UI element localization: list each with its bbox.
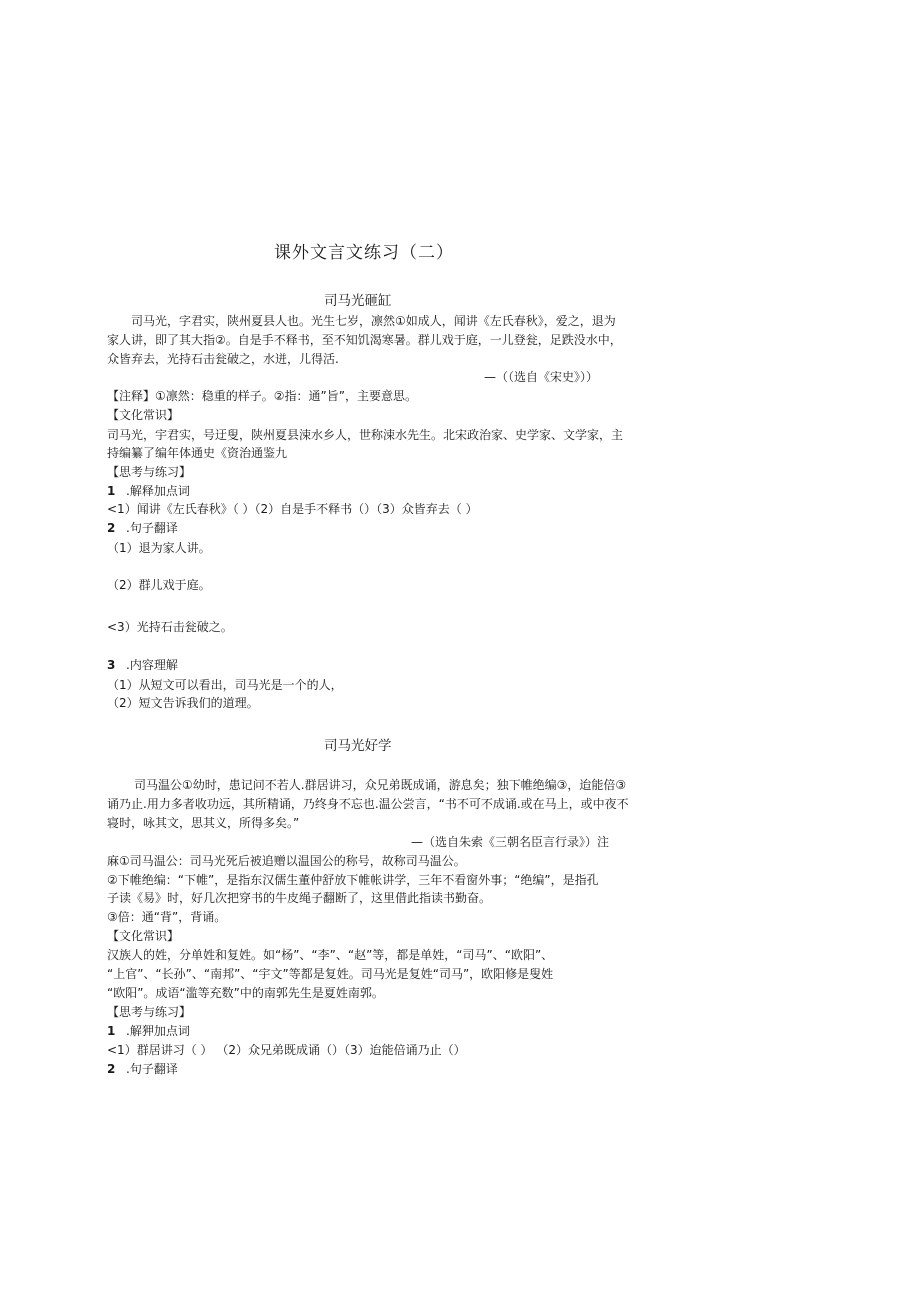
- passage2-q1-number: 1: [107, 1024, 116, 1038]
- passage2-text-line: 寝时，咏其文，思其义，所得多矣。”: [107, 816, 300, 830]
- passage1-culture-line: 持编纂了编年体通史《资治通鉴九: [107, 446, 288, 460]
- passage2-q1-title: .解狎加点词: [126, 1024, 190, 1038]
- passage1-text-line: 家人讲，即了其大指②。自是手不释书，至不知饥渴寒暑。群儿戏于庭，一儿登瓮，足跌没水中，: [107, 333, 622, 347]
- passage1-q3-title: .内容理解: [126, 658, 178, 672]
- passage1-q1-title: .解释加点词: [126, 484, 190, 498]
- passage2-q2-title: .句子翻译: [126, 1062, 178, 1076]
- passage2-note-line: ②下帷绝编：“下帷”，是指东汉儒生董仲舒放下帷帐讲学，三年不看窗外事；“绝编”，是指孔: [107, 873, 599, 887]
- passage1-q2-title: .句子翻译: [126, 521, 178, 535]
- passage1-source: —（（选自《宋史》））: [484, 370, 599, 384]
- passage1-q3-item: （1）从短文可以看出，司马光是一个的人，: [107, 678, 343, 692]
- passage1-culture-title: 【文化常识】: [107, 408, 180, 422]
- passage1-notes: 【注释】①凛然：稳重的样子。②指：通”旨”，主要意思。: [107, 389, 417, 403]
- passage2-q1-items: <1）群居讲习（ ） （2）众兄弟既成诵（）（3）迨能倍诵乃止（）: [107, 1043, 466, 1057]
- passage2-culture-title: 【文化常识】: [107, 929, 180, 943]
- passage2-culture-line: “欧阳”。成语“滥等充数”中的南郭先生是夏姓南郭。: [107, 986, 384, 1000]
- passage1-exercise-title: 【思考与练习】: [107, 465, 192, 479]
- passage1-q2-item: （2）群儿戏于庭。: [107, 578, 211, 592]
- passage2-exercise-title: 【思考与练习】: [107, 1005, 192, 1019]
- passage1-q2-item: <3）光持石击瓮破之。: [107, 620, 233, 634]
- passage2-culture-line: 汉族人的姓，分单姓和复姓。如“杨”、“李”、“赵”等，都是单姓，“司马”、“欧阳”、: [107, 948, 554, 962]
- passage2-q2-number: 2: [107, 1062, 116, 1076]
- passage1-culture-line: 司马光，宇君实，号迂叟，陕州夏县涑水乡人，世称涑水先生。北宋政治家、史学家、文学家，主: [107, 428, 624, 442]
- passage1-q3-item: （2）短文告诉我们的道理。: [107, 696, 259, 710]
- document-title: 课外文言文练习（二）: [274, 243, 454, 263]
- passage1-heading: 司马光砸缸: [324, 293, 392, 309]
- passage1-q2-number: 2: [107, 521, 116, 535]
- passage1-q2-item: （1）退为家人讲。: [107, 541, 211, 555]
- passage1-q1-items: <1）闻讲《左氏春秋》（ ）（2）自是手不释书（）（3）众皆弃去（ ）: [107, 502, 478, 516]
- passage2-note-line: ③倍：通“背”，背诵。: [107, 910, 227, 924]
- passage1-text-line: 众皆弃去，光持石击瓮破之，水迸，儿得活.: [107, 352, 339, 366]
- passage1-q1-number: 1: [107, 484, 116, 498]
- passage2-source: —（选自朱索《三朝名臣言行录》）注: [411, 835, 610, 849]
- passage2-text-line: 诵乃止.用力多者收功远，其所精诵，乃终身不忘也.温公尝言，“书不可不成诵.或在马上，或中夜不: [107, 797, 629, 811]
- passage2-note-line: 子读《易》时，好几次把穿书的牛皮绳子翻断了，这里借此指读书勤奋。: [107, 891, 492, 905]
- passage1-text-line: 司马光，字君实，陕州夏县人也。光生七岁，凛然①如成人，闻讲《左氏春秋》，爱之，退为: [131, 314, 616, 328]
- passage2-text-line: 司马温公①幼时，患记问不若人.群居讲习，众兄弟既成诵，游息矣；独下帷绝编③，迨能倍③: [134, 778, 627, 792]
- passage1-q3-number: 3: [107, 658, 116, 672]
- passage2-culture-line: “上官”、“长孙”、“南邦”、“宇文”等都是复姓。司马光是复姓“司马”，欧阳修是叟姓: [107, 967, 554, 981]
- passage2-heading: 司马光好学: [324, 738, 392, 754]
- passage2-note-line: 麻①司马温公：司马光死后被追赠以温国公的称号，故称司马温公。: [107, 854, 466, 868]
